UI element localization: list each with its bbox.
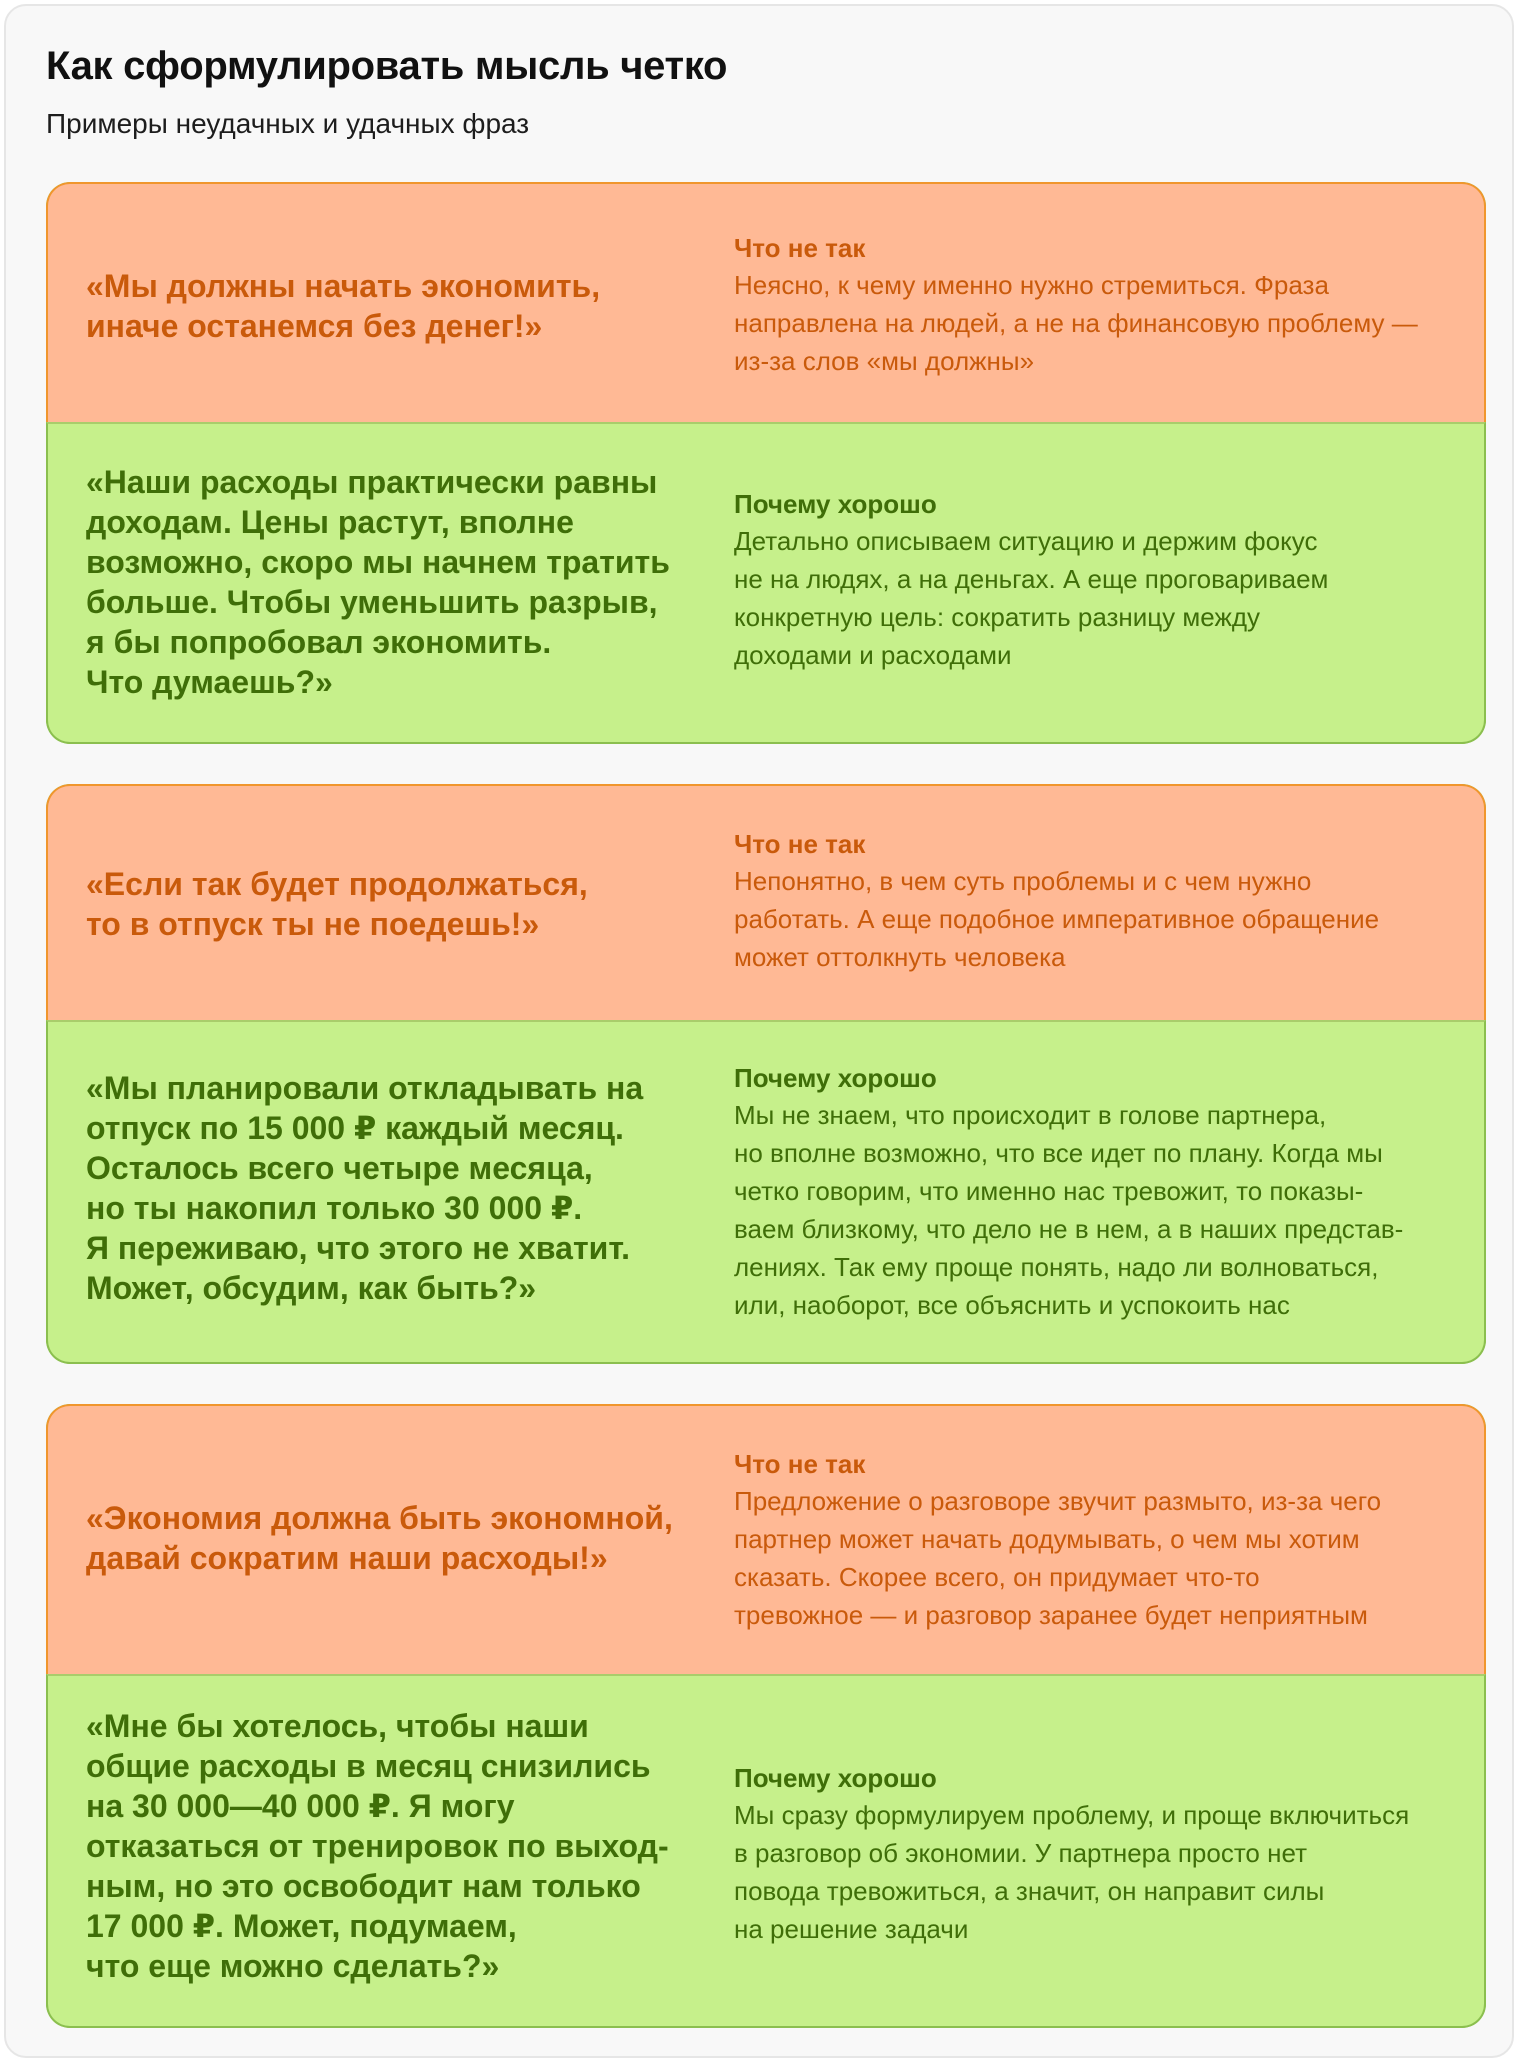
good-text: Мы не знаем, что происходит в голове партнера, но вполне возможно, что все идет по плану. Когда мы четко говорим, что именно нас тревожит, то показы- ваем близкому, что дело не в нем, а в наших представ- лениях. Так ему проще понять, надо ли волноваться, или, наоборот, все объяснить и успокоить нас xyxy=(734,1100,1404,1320)
bad-explanation xyxy=(734,230,1486,380)
good-quote: «Наши расходы практически равны доходам. Цены растут, вполне возможно, скоро мы начнем тратить больше. Чтобы уменьшить разрыв, я бы попробовал экономить. Что думаешь?» xyxy=(86,464,670,700)
good-explanation xyxy=(734,1060,1486,1324)
bad-label: Что не так xyxy=(734,1449,866,1479)
good-text: Мы сразу формулируем проблему, и проще включиться в разговор об экономии. У партнера просто нет повода тревожиться, а значит, он направит силы на решение задачи xyxy=(734,1800,1410,1944)
good-quote: «Мы планировали откладывать на отпуск по 15 000 ₽ каждый месяц. Осталось всего четыре месяца, но ты накопил только 30 000 ₽. Я переживаю, что этого не хватит. Может, обсудим, как быть?» xyxy=(86,1070,644,1306)
good-phrase-row xyxy=(46,1020,1486,1364)
bad-quote: «Если так будет продолжаться, то в отпуск ты не поедешь!» xyxy=(86,866,588,942)
bad-label: Что не так xyxy=(734,233,866,263)
bad-text: Непонятно, в чем суть проблемы и с чем нужно работать. А еще подобное императивное обращение может оттолкнуть человека xyxy=(734,866,1380,972)
good-label: Почему хорошо xyxy=(734,1763,937,1793)
bad-label: Что не так xyxy=(734,829,866,859)
good-label: Почему хорошо xyxy=(734,489,937,519)
infographic-frame xyxy=(4,4,1514,2058)
page-subtitle: Примеры неудачных и удачных фраз xyxy=(46,108,530,139)
good-phrase-row xyxy=(46,1674,1486,2028)
good-text: Детально описываем ситуацию и держим фокус не на людях, а на деньгах. А еще проговариваем конкретную цель: сократить разницу между доходами и расходами xyxy=(734,526,1329,670)
bad-explanation xyxy=(734,826,1486,976)
example-card-2 xyxy=(46,784,1486,1364)
bad-phrase-row xyxy=(46,784,1486,1020)
bad-text: Неясно, к чему именно нужно стремиться. Фраза направлена на людей, а не на финансовую проблему — из-за слов «мы должны» xyxy=(734,270,1418,376)
bad-phrase-row xyxy=(46,1404,1486,1674)
good-explanation xyxy=(734,486,1486,674)
page-title: Как сформулировать мысль четко xyxy=(46,44,728,88)
good-quote: «Мне бы хотелось, чтобы наши общие расходы в месяц снизились на 30 000—40 000 ₽. Я могу отказаться от тренировок по выход- ным, но это освободит нам только 17 000 ₽. Может, подумаем, что еще можно сделать?» xyxy=(86,1708,669,1984)
bad-quote: «Мы должны начать экономить, иначе останемся без денег!» xyxy=(86,268,601,344)
bad-explanation xyxy=(734,1446,1486,1634)
bad-phrase-row xyxy=(46,182,1486,422)
example-card-3 xyxy=(46,1404,1486,2028)
good-label: Почему хорошо xyxy=(734,1063,937,1093)
bad-text: Предложение о разговоре звучит размыто, из-за чего партнер может начать додумывать, о чем мы хотим сказать. Скорее всего, он придумает что-то тревожное — и разговор заранее будет неприятным xyxy=(734,1486,1382,1630)
good-phrase-row xyxy=(46,422,1486,744)
bad-quote: «Экономия должна быть экономной, давай сократим наши расходы!» xyxy=(86,1500,673,1576)
good-explanation xyxy=(734,1760,1486,1948)
example-card-1 xyxy=(46,182,1486,744)
